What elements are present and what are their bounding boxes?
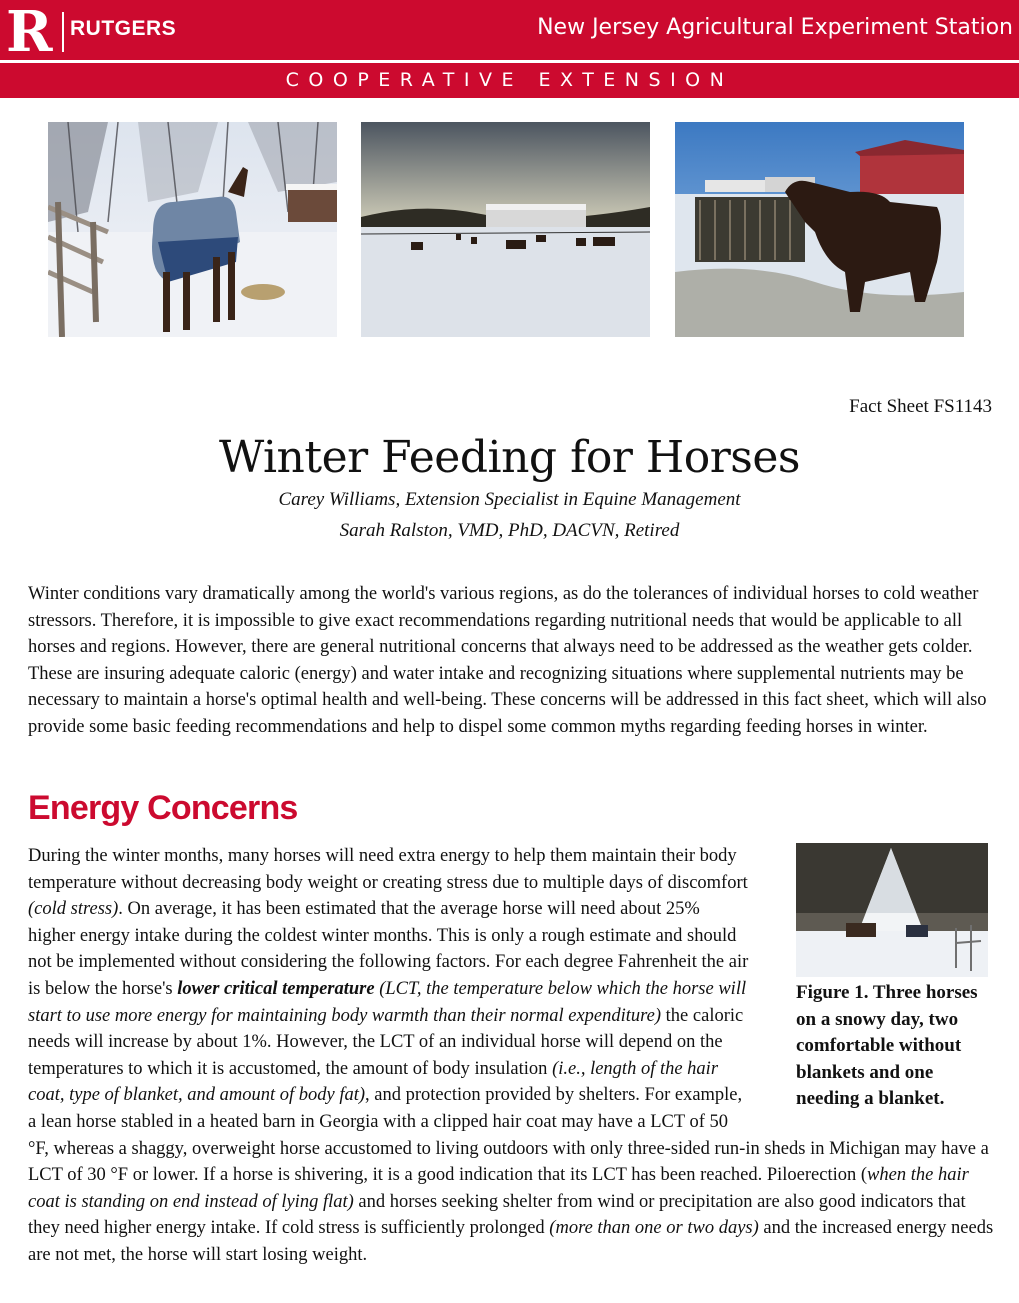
insulation-examples: (i.e., length of the hair coat, type of blanket, and amount of body fat) — [28, 1058, 719, 1106]
figure-1-photo — [796, 843, 988, 977]
energy-text-6: and the increased energy needs are not met, the horse will start losing weight. — [28, 1218, 994, 1265]
intro-paragraph: Winter conditions vary dramatically among the world's various regions, as do the tolerances of individual horses to cold weather stressors. Therefore, it is impossible to give exact recommendations regarding nutritional needs that would be applicable to all horses and regions. However, there are general nutritional concerns that always need to be addressed as the weather gets colder. These are insuring adequate caloric (energy) and water intake and recognizing situations where supplemental nutrients may be necessary to maintain a horse's optimal health and well-being. These concerns will be addressed in this fact sheet, which will also provide some basic feeding recommendations and help to dispel some common myths regarding feeding horses in winter. — [28, 584, 987, 737]
rutgers-r-logo[interactable] — [6, 8, 58, 54]
author-line: Carey Williams, Extension Specialist in Equine Management — [278, 489, 741, 510]
figure-1-caption: Figure 1. Three horses on a snowy day, two comfortable without blankets and one needing a blanket. — [796, 982, 978, 1110]
energy-text-5: and horses seeking shelter from wind or precipitation are also good indicators that they need higher energy intake. If cold stress is sufficiently prolonged — [28, 1191, 966, 1239]
brand-name[interactable]: RUTGERS — [70, 17, 177, 40]
page-title: Winter Feeding for Horses — [219, 432, 800, 483]
piloerection-definition: when the hair coat is standing on end instead of lying flat) — [28, 1165, 969, 1212]
lct-term: lower critical temperature — [177, 978, 375, 999]
svg-text:R: R — [6, 8, 53, 54]
photo-hay-feeder — [675, 122, 964, 337]
duration-note: (more than one or two days) — [549, 1218, 759, 1239]
cooperative-extension-banner — [0, 63, 1019, 98]
energy-text-3: the caloric needs will increase by about 1%. However, the LCT of an individual horse will depend on the temperatures to which it is accustomed, the amount of body insulation — [28, 1005, 744, 1079]
header-bar — [0, 0, 1019, 60]
energy-text-2: . On average, it has been estimated that the average horse will need about 25% higher energy intake during the coldest winter months. This is only a rough estimate and should not be implemented without considering the following factors. For each degree Fahrenheit the air is below the horse's — [28, 899, 749, 999]
energy-text-4: , and protection provided by shelters. For example, a lean horse stabled in a heated barn in Georgia with a clipped hair coat may have a LCT of 50 °F, whereas a shaggy, overweight horse accustomed to living outdoors with only three-sided run-in sheds in Michigan may have a LCT of 30 °F or lower. If a horse is shivering, it is a good indication that its LCT has been reached. Piloerection ( — [28, 1085, 989, 1186]
logo-divider — [62, 12, 64, 52]
photo-pasture-horses — [361, 122, 650, 337]
station-name[interactable]: New Jersey Agricultural Experiment Station — [537, 15, 1013, 40]
cooperative-extension-label: COOPERATIVE EXTENSION — [285, 69, 734, 91]
energy-italic-1: (cold stress) — [28, 899, 119, 920]
figure-1 — [796, 843, 996, 1113]
photo-blanketed-horse — [48, 122, 337, 337]
fact-sheet-number: Fact Sheet FS1143 — [849, 396, 992, 417]
lct-definition: (LCT, the temperature below which the horse will start to use more energy for maintaining body warmth than their normal expenditure) — [28, 978, 747, 1026]
energy-section — [28, 843, 996, 1269]
section-heading-energy: Energy Concerns — [28, 789, 298, 827]
author-line: Sarah Ralston, VMD, PhD, DACVN, Retired — [339, 520, 680, 541]
energy-text-1: During the winter months, many horses will need extra energy to help them maintain their body temperature without decreasing body weight or creating stress due to multiple days of discomfort — [28, 846, 748, 893]
